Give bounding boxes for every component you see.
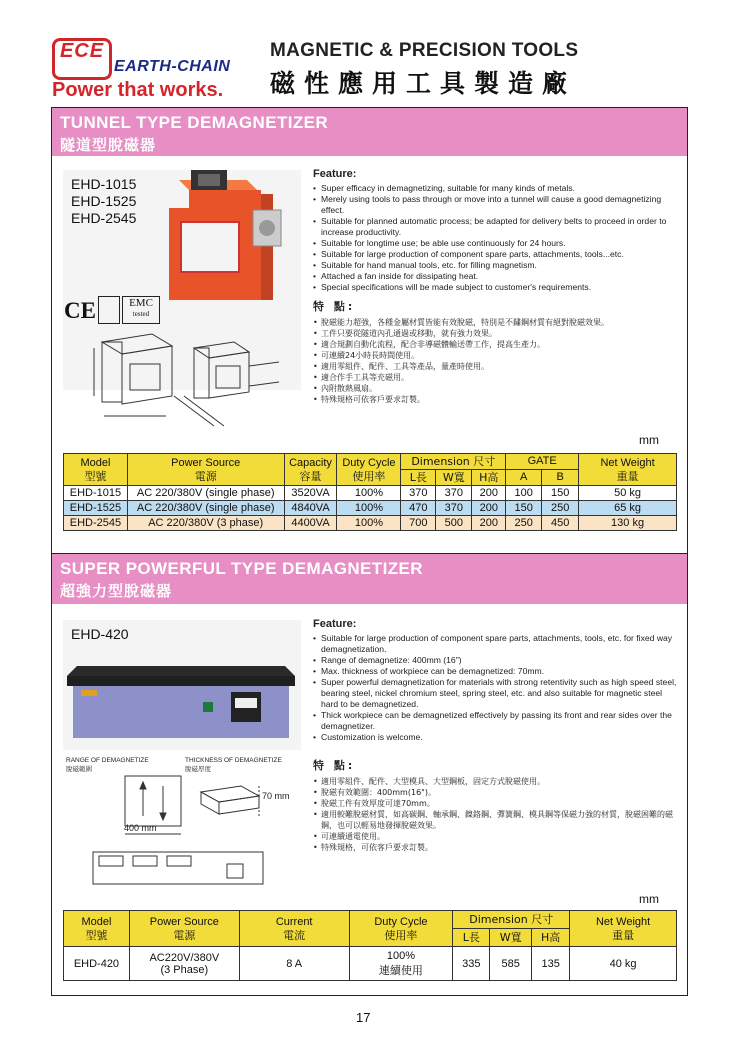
feature-item-zh: • 脫磁工件有效厚度可達70mm。 <box>313 798 678 809</box>
header-a: A <box>506 470 542 486</box>
feature-item-zh: • 適合規劃自動化流程，配合非導磁體輸送帶工作，提高生產力。 <box>313 339 673 350</box>
header-gate: GATE <box>506 454 579 470</box>
header-power: Power Source 電源 <box>129 911 239 947</box>
section-header <box>52 554 687 604</box>
page-title-en: MAGNETIC & PRECISION TOOLS <box>270 40 579 61</box>
feature-item-zh: • 特殊規格，可依客戶要求訂製。 <box>313 842 678 853</box>
emc-label: EMC <box>129 297 153 309</box>
model-name: EHD-2545 <box>71 210 137 226</box>
ce-mark: CE <box>64 298 96 323</box>
brand-slogan: Power that works. <box>52 79 224 101</box>
feature-item: • Merely using tools to pass through or move into a tunnel will cause a good demagnetizing effect. <box>313 194 673 216</box>
super-demagnetizer-panel <box>51 553 688 996</box>
thickness-value: 70 mm <box>262 791 290 801</box>
feature-item: • Customization is welcome. <box>313 732 678 743</box>
feature-item: • Super powerful demagnetization for materials with strong retentivity such as high speed steel, bearing steel, nickel chromium steel, spring steel, etc. and also suitable for magnetic steel hard to be demagnetized. <box>313 677 678 710</box>
feature-item-zh: • 內附散熱風扇。 <box>313 383 673 394</box>
header-h: H高 <box>532 929 570 947</box>
header-capacity: Capacity 容量 <box>284 454 337 486</box>
table-row: EHD-1015 AC 220/380V (single phase) 3520VA 100% 370 370 200 100 150 50 kg <box>64 486 677 501</box>
model-name: EHD-1015 <box>71 176 137 192</box>
emc-sublabel: tested <box>132 310 150 318</box>
section-title-en: TUNNEL TYPE DEMAGNETIZER <box>60 113 329 132</box>
model-name: EHD-420 <box>71 626 129 642</box>
feature-item-zh: • 可連續24小時長時間使用。 <box>313 350 673 361</box>
feature-item-zh: • 適合作手工具等充磁用。 <box>313 372 673 383</box>
page-header <box>0 0 740 110</box>
tunnel-demagnetizer-panel <box>51 107 688 558</box>
feature-list <box>313 618 678 853</box>
section-title-zh: 隧道型脫磁器 <box>60 136 157 154</box>
unit-label: mm <box>639 433 659 447</box>
header-model: Model 型號 <box>64 911 130 947</box>
section-title-en: SUPER POWERFUL TYPE DEMAGNETIZER <box>60 559 423 578</box>
model-name: EHD-1525 <box>71 193 137 209</box>
logo-mark: ECE <box>59 40 105 62</box>
product-photo <box>63 620 301 750</box>
header-l: L長 <box>453 929 490 947</box>
feature-item: • Range of demagnetize: 400mm (16") <box>313 655 678 666</box>
brand-name: EARTH-CHAIN <box>114 58 231 75</box>
page-number: 17 <box>356 1010 371 1025</box>
feature-item: • Suitable for longtime use; be able use continuously for 24 hours. <box>313 238 673 249</box>
header-h: H高 <box>472 470 506 486</box>
super-spec-table <box>63 910 677 981</box>
header-l: L長 <box>401 470 436 486</box>
feature-item: • Suitable for large production of component spare parts, attachments, tools...etc. <box>313 249 673 260</box>
table-row: EHD-420 AC220V/380V (3 Phase) 8 A 100% 連續使用 335 585 135 40 kg <box>64 947 677 981</box>
certification-badge-icon <box>98 296 120 324</box>
header-weight: Net Weight 重量 <box>570 911 677 947</box>
table-row: EHD-1525 AC 220/380V (single phase) 4840VA 100% 470 370 200 150 250 65 kg <box>64 501 677 516</box>
header-duty: Duty Cycle 使用率 <box>337 454 401 486</box>
section-title-zh: 超強力型脫磁器 <box>60 582 173 600</box>
feature-item: • Suitable for hand manual tools, etc. for filling magnetism. <box>313 260 673 271</box>
header-dimension: Dimension 尺寸 <box>453 911 570 929</box>
feature-title: Feature: <box>313 168 357 180</box>
range-value: 400 mm <box>124 823 157 833</box>
unit-label: mm <box>639 892 659 906</box>
feature-item-zh: • 適用較難脫磁材質，如高碳鋼、軸承鋼、鎳鉻鋼、彈簧鋼、模具鋼等保磁力強的材質，脫磁困難的磁鋼，也可以輕易地發揮脫磁效果。 <box>313 809 678 831</box>
feature-item-zh: • 脫磁能力超強，各種金屬材質皆能有效脫磁，特別是不鏽鋼材質有絕對脫磁效果。 <box>313 317 673 328</box>
feature-item-zh: • 脫磁有效範圍：400mm(16")。 <box>313 787 678 798</box>
section-header <box>52 108 687 156</box>
feature-item: • Max. thickness of workpiece can be demagnetized: 70mm. <box>313 666 678 677</box>
super-demagnetizer-image <box>63 620 301 750</box>
feature-item: • Suitable for large production of component spare parts, attachments, tools, etc. for fixed way demagnetization. <box>313 633 678 655</box>
range-caption: RANGE OF DEMAGNETIZE 脫磁範圍 <box>66 757 149 773</box>
feature-title-zh: 特 點: <box>313 300 356 313</box>
feature-item: • Special specifications will be made subject to customer's requirements. <box>313 282 673 293</box>
table-row: EHD-2545 AC 220/380V (3 phase) 4400VA 100% 700 500 200 250 450 130 kg <box>64 516 677 531</box>
feature-title-zh: 特 點: <box>313 759 356 772</box>
feature-item-zh: • 適用零組件、配件、大型模具、大型鋼板，固定方式脫磁使用。 <box>313 776 678 787</box>
feature-item: • Thick workpiece can be demagnetized effectively by passing its front and rear sides over the demagnetizer. <box>313 710 678 732</box>
header-weight: Net Weight 重量 <box>579 454 677 486</box>
header-w: W寬 <box>436 470 472 486</box>
header-model: Model 型號 <box>64 454 128 486</box>
feature-item-zh: • 適用零組件、配件、工具等產品，量產時使用。 <box>313 361 673 372</box>
feature-item-zh: • 特殊規格可依客戶要求訂製。 <box>313 394 673 405</box>
emc-badge <box>122 296 160 324</box>
feature-title: Feature: <box>313 618 357 630</box>
feature-item-zh: • 可連續通電使用。 <box>313 831 678 842</box>
tunnel-spec-table <box>63 453 677 531</box>
feature-item: • Attached a fan inside for dissipating heat. <box>313 271 673 282</box>
header-current: Current 電流 <box>239 911 349 947</box>
page-title-zh: 磁性應用工具製造廠 <box>270 69 577 98</box>
header-power: Power Source 電源 <box>127 454 284 486</box>
dimension-drawings <box>74 326 284 436</box>
header-w: W寬 <box>490 929 532 947</box>
header-b: B <box>542 470 579 486</box>
header-duty: Duty Cycle 使用率 <box>349 911 453 947</box>
feature-item-zh: • 工件只要從隧道內孔通過或移動，就有強力效果。 <box>313 328 673 339</box>
feature-item: • Suitable for planned automatic process; be adapted for delivery belts to proceed in order to increase productivity. <box>313 216 673 238</box>
feature-item: • Super efficacy in demagnetizing, suitable for many kinds of metals. <box>313 183 673 194</box>
thickness-caption: THICKNESS OF DEMAGNETIZE 脫磁厚度 <box>185 757 282 773</box>
feature-list <box>313 168 673 405</box>
header-dimension: Dimension 尺寸 <box>401 454 506 470</box>
